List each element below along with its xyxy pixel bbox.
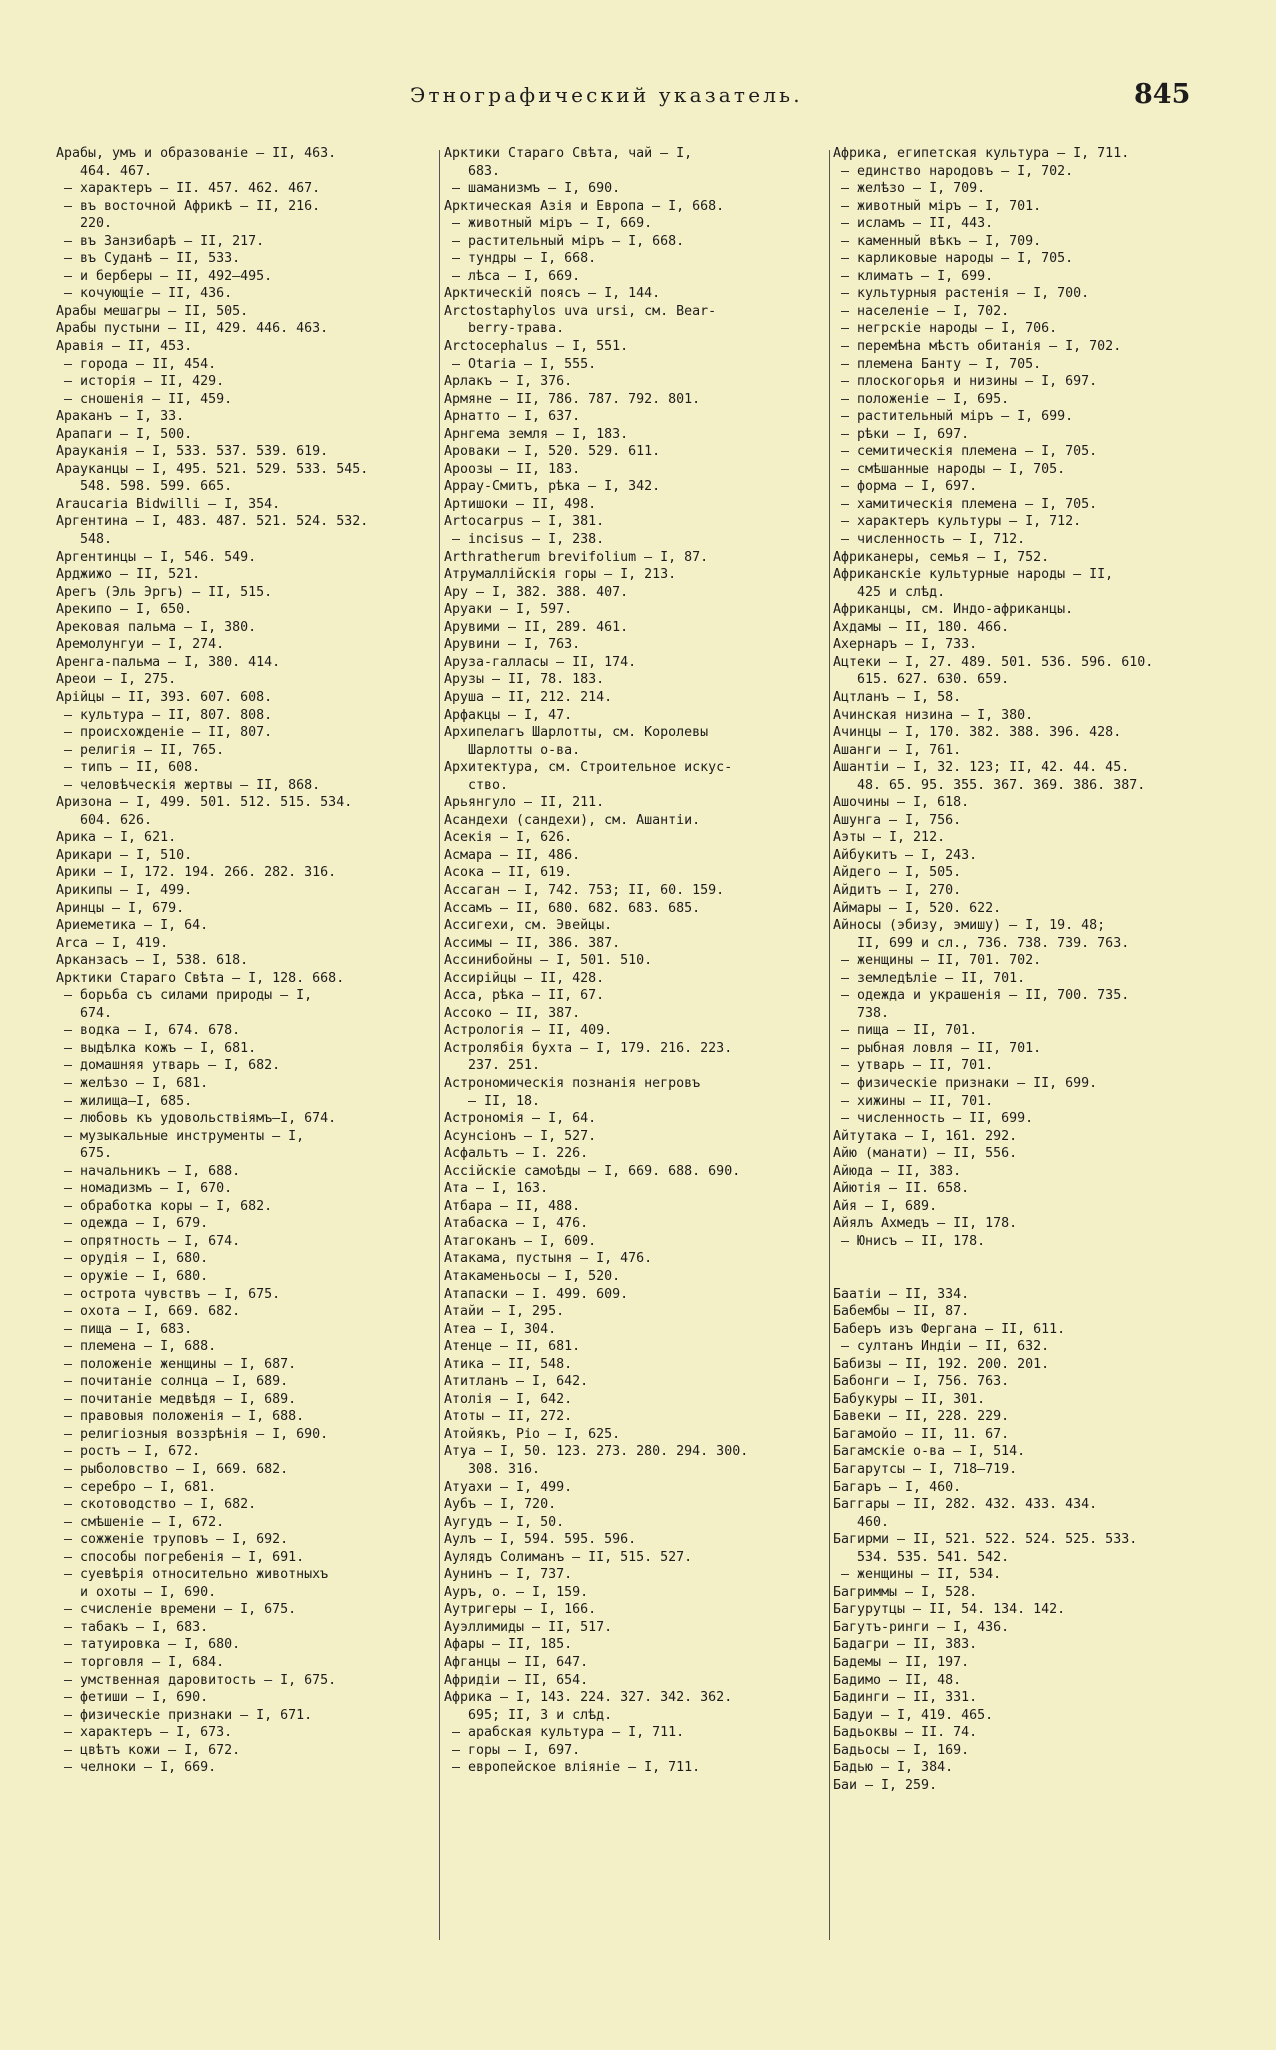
index-entry: 683. — [444, 163, 501, 179]
index-entry: Бавеки — II, 228. 229. — [833, 1409, 1010, 1425]
index-entry: Багамскіе о-ва — I, 514. — [833, 1444, 1026, 1460]
index-entry: Атапаски — I. 499. 609. — [444, 1286, 629, 1302]
index-entry: — физическіе признаки — I, 671. — [56, 1707, 313, 1723]
index-entry: Бадемы — II, 197. — [833, 1655, 970, 1671]
index-entry: Арктики Стараго Свѣта — I, 128. 668. — [56, 970, 345, 986]
index-entry: — начальникъ — I, 688. — [56, 1163, 241, 1179]
index-entry: — единство народовъ — I, 702. — [833, 163, 1074, 179]
index-entry: — положеніе женщины — I, 687. — [56, 1356, 297, 1372]
index-entry: 237. 251. — [444, 1058, 541, 1074]
index-entry: Ацтланъ — I, 58. — [833, 689, 962, 705]
index-entry: Арапаги — I, 500. — [56, 426, 193, 442]
index-entry: — перемѣна мѣстъ обитанія — I, 702. — [833, 339, 1122, 355]
column-divider — [829, 150, 830, 1940]
index-entry: Асандехи (сандехи), см. Ашантіи. — [444, 812, 701, 828]
index-entry: Арики — I, 172. 194. 266. 282. 316. — [56, 865, 337, 881]
index-entry: Атенце — II, 681. — [444, 1339, 581, 1355]
index-entry: Ашанги — I, 761. — [833, 742, 962, 758]
index-entry: Ачинцы — I, 170. 382. 388. 396. 428. — [833, 725, 1122, 741]
index-entry: Ассамъ — II, 680. 682. 683. 685. — [444, 900, 701, 916]
index-entry: — оружіе — I, 680. — [56, 1269, 209, 1284]
index-entry: — татуировка — I, 680. — [56, 1637, 241, 1653]
index-entry: Атуахи — I, 499. — [444, 1479, 573, 1495]
index-entry: 308. 316. — [444, 1462, 541, 1478]
index-entry: — въ Занзибарѣ — II, 217. — [56, 233, 265, 249]
index-entry: Арика — I, 621. — [56, 830, 177, 846]
index-entry: 738. — [833, 1005, 890, 1021]
index-entry: Атитланъ — I, 642. — [444, 1374, 589, 1390]
index-entry: — Otaria — I, 555. — [444, 356, 597, 372]
index-entry: — пища — I, 683. — [56, 1321, 193, 1337]
index-entry: Ассаган — I, 742. 753; II, 60. 159. — [444, 882, 725, 898]
index-entry: Ата — I, 163. — [444, 1181, 549, 1197]
index-entry: Арнатто — I, 637. — [444, 409, 581, 425]
index-entry: — одежда и украшенія — II, 700. 735. — [833, 988, 1130, 1004]
index-entry: — плоскогорья и низины — I, 697. — [833, 374, 1098, 390]
index-entry: Афганцы — II, 647. — [444, 1655, 589, 1671]
index-entry: — сожженіе труповъ — I, 692. — [56, 1532, 289, 1548]
index-entry: — incisus — I, 238. — [444, 532, 605, 548]
index-entry: Аубъ — I, 720. — [444, 1497, 557, 1513]
index-entry: Artocarpus — I, 381. — [444, 514, 605, 530]
index-entry: — жилища—I, 685. — [56, 1093, 193, 1109]
index-entry: 675. — [56, 1146, 113, 1162]
index-entry: Арабы мешагры — II, 505. — [56, 303, 249, 319]
index-entry: — женщины — II, 701. 702. — [833, 953, 1042, 969]
index-entry: Ахернаръ — I, 733. — [833, 637, 978, 653]
index-entry: — форма — I, 697. — [833, 479, 978, 495]
index-entry: Аргентина — I, 483. 487. 521. 524. 532. — [56, 514, 369, 530]
index-entry: 674. — [56, 1005, 113, 1021]
index-entry: Арикипы — I, 499. — [56, 882, 193, 898]
index-entry: — негрскіе народы — I, 706. — [833, 321, 1058, 337]
index-entry: — религіозныя воззрѣнія — I, 690. — [56, 1426, 329, 1442]
index-entry: — счисленіе времени — I, 675. — [56, 1602, 297, 1618]
index-entry: Ачинская низина — I, 380. — [833, 707, 1034, 723]
index-entry: Аренга-пальма — I, 380. 414. — [56, 654, 281, 670]
index-entry: Ахдамы — II, 180. 466. — [833, 619, 1010, 635]
index-entry: — правовыя положенія — I, 688. — [56, 1409, 305, 1425]
index-entry: Ашочины — I, 618. — [833, 795, 970, 811]
index-entry: — культура — II, 807. 808. — [56, 707, 273, 723]
index-entry: — тундры — I, 668. — [444, 251, 597, 267]
index-entry: и охоты — I, 690. — [56, 1584, 217, 1600]
index-entry: — желѣзо — I, 709. — [833, 181, 986, 197]
index-entry: Аравія — II, 453. — [56, 339, 193, 355]
index-entry: — серебро — I, 681. — [56, 1479, 217, 1495]
index-entry: Ассоко — II, 387. — [444, 1005, 581, 1021]
index-entry: Бадуи — I, 419. 465. — [833, 1707, 994, 1723]
index-entry: Шарлотты о-ва. — [444, 742, 581, 758]
running-title: Этнографический указатель. — [410, 83, 803, 107]
index-entry: — человѣческія жертвы — II, 868. — [56, 777, 321, 793]
index-entry: Arca — I, 419. — [56, 935, 169, 951]
index-entry: Айютія — II. 658. — [833, 1181, 970, 1197]
index-entry: Ауръ, о. — I, 159. — [444, 1584, 589, 1600]
index-entry: Айбукитъ — I, 243. — [833, 847, 978, 863]
index-entry: Ассинибойны — I, 501. 510. — [444, 953, 653, 969]
index-entry: Армяне — II, 786. 787. 792. 801. — [444, 391, 701, 407]
index-entry: — музыкальные инструменты — I, — [56, 1128, 305, 1144]
index-entry: — почитаніе медвѣдя — I, 689. — [56, 1391, 297, 1407]
index-entry: — любовь къ удовольствіямъ—I, 674. — [56, 1111, 337, 1127]
index-entry: Ашантіи — I, 32. 123; II, 42. 44. 45. — [833, 760, 1130, 776]
index-entry: — острота чувствъ — I, 675. — [56, 1286, 281, 1302]
index-entry: — племена Банту — I, 705. — [833, 356, 1042, 372]
index-entry: — II, 18. — [444, 1093, 541, 1109]
index-entry: Афары — II, 185. — [444, 1637, 573, 1653]
index-entry: Атбара — II, 488. — [444, 1198, 581, 1214]
index-entry: Аэты — I, 212. — [833, 830, 946, 846]
index-entry: Бадьоквы — II. 74. — [833, 1725, 978, 1741]
index-entry: — одежда — I, 679. — [56, 1216, 209, 1232]
index-entry: Афридіи — II, 654. — [444, 1672, 589, 1688]
index-entry: Атрумаллійскія горы — I, 213. — [444, 567, 677, 583]
index-entry: — племена — I, 688. — [56, 1339, 217, 1355]
index-entry: Атагоканъ — I, 609. — [444, 1233, 597, 1249]
index-entry: Арузы — II, 78. 183. — [444, 672, 605, 688]
index-entry: Бадимо — II, 48. — [833, 1672, 962, 1688]
index-entry: Астрономія — I, 64. — [444, 1111, 597, 1127]
index-entry: 604. 626. — [56, 812, 153, 828]
index-entry: Асмара — II, 486. — [444, 847, 581, 863]
index-entry: — земледѣліе — II, 701. — [833, 970, 1026, 986]
blank-line — [833, 1268, 1215, 1286]
index-column-1 — [56, 145, 436, 1777]
index-entry: Арьянгуло — II, 211. — [444, 795, 605, 811]
index-entry: Аутригеры — I, 166. — [444, 1602, 597, 1618]
index-entry: Ауэллимиды — II, 517. — [444, 1619, 613, 1635]
index-entry: Ашунга — I, 756. — [833, 812, 962, 828]
page-header — [0, 79, 1276, 117]
index-entry: — численность — II, 699. — [833, 1111, 1034, 1127]
blank-line — [833, 1250, 1215, 1268]
index-entry: Айдитъ — I, 270. — [833, 882, 962, 898]
index-entry: — сношенія — II, 459. — [56, 391, 233, 407]
index-entry: — суевѣрія относительно животныхъ — [56, 1567, 329, 1583]
index-entry: — культурныя растенія — I, 700. — [833, 286, 1090, 302]
index-entry: — почитаніе солнца — I, 689. — [56, 1374, 289, 1390]
index-entry: — борьба съ силами природы — I, — [56, 988, 313, 1004]
index-entry: — охота — I, 669. 682. — [56, 1304, 241, 1320]
index-entry: Аремолунгуи — I, 274. — [56, 637, 225, 653]
index-entry: Атика — II, 548. — [444, 1356, 573, 1372]
index-entry: Арктическая Азія и Европа — I, 668. — [444, 198, 725, 214]
index-entry: — положеніе — I, 695. — [833, 391, 1010, 407]
index-entry: Аугудъ — I, 50. — [444, 1514, 565, 1530]
index-entry: Arctocephalus — I, 551. — [444, 339, 629, 355]
index-entry: berry-трава. — [444, 321, 565, 337]
index-entry: — типъ — II, 608. — [56, 760, 201, 776]
index-entry: Арегъ (Эль Эргъ) — II, 515. — [56, 584, 273, 600]
index-entry: — численность — I, 712. — [833, 532, 1026, 548]
index-entry: — растительный міръ — I, 699. — [833, 409, 1074, 425]
page-number: 845 — [1134, 79, 1191, 110]
index-entry: — населеніе — I, 702. — [833, 303, 1010, 319]
index-entry: Багамойо — II, 11. 67. — [833, 1426, 1010, 1442]
column-divider — [439, 150, 440, 1940]
index-entry: — хамитическія племена — I, 705. — [833, 496, 1098, 512]
index-entry: Аймары — I, 520. 622. — [833, 900, 1002, 916]
index-entry: Архитектура, см. Строительное искус- — [444, 760, 733, 776]
index-entry: Ассигехи, см. Эвейцы. — [444, 918, 613, 934]
index-entry: Атеа — I, 304. — [444, 1321, 557, 1337]
index-entry: — ростъ — I, 672. — [56, 1444, 201, 1460]
index-entry: Аунинъ — I, 737. — [444, 1567, 573, 1583]
index-entry: ство. — [444, 777, 509, 793]
index-entry: Арауканія — I, 533. 537. 539. 619. — [56, 444, 329, 460]
index-entry: Бадьосы — I, 169. — [833, 1742, 970, 1758]
index-entry: Ару — I, 382. 388. 407. — [444, 584, 629, 600]
index-entry: Аруза-галласы — II, 174. — [444, 654, 637, 670]
index-entry: 615. 627. 630. 659. — [833, 672, 1010, 688]
index-entry: 534. 535. 541. 542. — [833, 1549, 1010, 1565]
index-entry: Бадагри — II, 383. — [833, 1637, 978, 1653]
index-entry: — характеръ культуры — I, 712. — [833, 514, 1082, 530]
index-entry: — лѣса — I, 669. — [444, 268, 581, 284]
index-entry: Ассимы — II, 386. 387. — [444, 935, 621, 951]
index-entry: Африка, египетская культура — I, 711. — [833, 146, 1130, 161]
index-entry: Арауканцы — I, 495. 521. 529. 533. 545. — [56, 461, 369, 477]
index-entry: Арабы, умъ и образованіе — II, 463. — [56, 146, 337, 161]
index-entry: Бадинги — II, 331. — [833, 1690, 978, 1706]
index-entry: Баггары — II, 282. 432. 433. 434. — [833, 1497, 1098, 1513]
index-entry: Аруша — II, 212. 214. — [444, 689, 613, 705]
index-entry: Арувини — I, 763. — [444, 637, 581, 653]
index-entry: Арктическій поясъ — I, 144. — [444, 286, 661, 302]
index-entry: — Юнисъ — II, 178. — [833, 1233, 986, 1249]
index-entry: — смѣшанные народы — I, 705. — [833, 461, 1066, 477]
index-entry: Айя — I, 689. — [833, 1198, 938, 1214]
index-entry: Асфальтъ — I. 226. — [444, 1146, 589, 1162]
index-entry: — султанъ Индіи — II, 632. — [833, 1339, 1050, 1355]
index-entry: Атолія — I, 642. — [444, 1391, 573, 1407]
index-entry: Арекипо — I, 650. — [56, 602, 193, 618]
index-entry: — орудія — I, 680. — [56, 1251, 209, 1267]
index-entry: 548. 598. 599. 665. — [56, 479, 233, 495]
index-entry: Багурутцы — II, 54. 134. 142. — [833, 1602, 1066, 1618]
index-entry: — фетиши — I, 690. — [56, 1690, 209, 1706]
index-entry: Арджижо — II, 521. — [56, 567, 201, 583]
index-entry: — водка — I, 674. 678. — [56, 1023, 241, 1039]
index-entry: — умственная даровитость — I, 675. — [56, 1672, 337, 1688]
index-entry: — кочующіе — II, 436. — [56, 286, 233, 302]
index-entry: Ароваки — I, 520. 529. 611. — [444, 444, 661, 460]
index-entry: — табакъ — I, 683. — [56, 1619, 209, 1635]
index-entry: — шаманизмъ — I, 690. — [444, 181, 621, 197]
index-entry: Багриммы — I, 528. — [833, 1584, 978, 1600]
index-entry: Араканъ — I, 33. — [56, 409, 185, 425]
index-entry: Атакама, пустыня — I, 476. — [444, 1251, 653, 1267]
index-entry: Арувими — II, 289. 461. — [444, 619, 629, 635]
index-entry: 460. — [833, 1514, 890, 1530]
index-entry: Африканеры, семья — I, 752. — [833, 549, 1050, 565]
index-entry: Ароозы — II, 183. — [444, 461, 581, 477]
index-entry: — хижины — II, 701. — [833, 1093, 994, 1109]
index-entry: Багирми — II, 521. 522. 524. 525. 533. — [833, 1532, 1138, 1548]
index-entry: Ассійскіе самоѣды — I, 669. 688. 690. — [444, 1163, 741, 1179]
index-entry: — происхожденіе — II, 807. — [56, 725, 273, 741]
index-entry: — номадизмъ — I, 670. — [56, 1181, 233, 1197]
index-entry: Arthratherum brevifolium — I, 87. — [444, 549, 709, 565]
index-entry: Артишоки — II, 498. — [444, 496, 597, 512]
index-entry: Астролябія бухта — I, 179. 216. 223. — [444, 1040, 733, 1056]
index-entry: Аринцы — I, 679. — [56, 900, 185, 916]
index-entry: Баберъ изъ Фергана — II, 611. — [833, 1321, 1066, 1337]
index-entry: Арнгема земля — I, 183. — [444, 426, 629, 442]
index-entry: Аруаки — I, 597. — [444, 602, 573, 618]
index-entry: — домашняя утварь — I, 682. — [56, 1058, 281, 1074]
index-entry: Архипелагъ Шарлотты, см. Королевы — [444, 725, 709, 741]
index-entry: Ацтеки — I, 27. 489. 501. 536. 596. 610. — [833, 654, 1154, 670]
index-entry: II, 699 и сл., 736. 738. 739. 763. — [833, 935, 1130, 951]
index-entry: Айю (манати) — II, 556. — [833, 1146, 1018, 1162]
index-entry: Астрономическія познанія негровъ — [444, 1075, 701, 1091]
index-entry: 548. — [56, 532, 113, 548]
index-entry: — обработка коры — I, 682. — [56, 1198, 273, 1214]
index-entry: Айносы (эбизу, эмишу) — I, 19. 48; — [833, 918, 1106, 934]
index-entry: Астрологія — II, 409. — [444, 1023, 613, 1039]
index-entry: Асока — II, 619. — [444, 865, 573, 881]
index-entry: Аулъ — I, 594. 595. 596. — [444, 1532, 637, 1548]
index-entry: Бадью — I, 384. — [833, 1760, 954, 1776]
index-entry: — каменный вѣкъ — I, 709. — [833, 233, 1042, 249]
index-entry: Африканцы, см. Индо-африканцы. — [833, 602, 1074, 618]
index-column-3 — [833, 145, 1215, 1794]
index-entry: — растительный міръ — I, 668. — [444, 233, 685, 249]
index-entry: Ариеметика — I, 64. — [56, 918, 209, 934]
index-entry: Araucaria Bidwilli — I, 354. — [56, 496, 281, 512]
index-entry: Асунсіонъ — I, 527. — [444, 1128, 597, 1144]
index-entry: — карликовые народы — I, 705. — [833, 251, 1074, 267]
index-entry: — рѣки — I, 697. — [833, 426, 970, 442]
index-entry: — климатъ — I, 699. — [833, 268, 994, 284]
index-entry: — характеръ — II. 457. 462. 467. — [56, 181, 321, 197]
index-entry: Атуа — I, 50. 123. 273. 280. 294. 300. — [444, 1444, 749, 1460]
index-entry: Бабукуры — II, 301. — [833, 1391, 986, 1407]
index-entry: Багутъ-ринги — I, 436. — [833, 1619, 1010, 1635]
index-entry: Африканскіе культурные народы — II, — [833, 567, 1114, 583]
index-entry: — и берберы — II, 492—495. — [56, 268, 273, 284]
index-entry: 220. — [56, 216, 113, 232]
index-entry: — въ восточной Африкѣ — II, 216. — [56, 198, 321, 214]
index-entry: Баатіи — II, 334. — [833, 1286, 970, 1302]
index-entry: — исторія — II, 429. — [56, 374, 225, 390]
index-entry: — способы погребенія — I, 691. — [56, 1549, 305, 1565]
index-entry: — рыболовство — I, 669. 682. — [56, 1462, 289, 1478]
index-entry: — женщины — II, 534. — [833, 1567, 1002, 1583]
index-entry: Баи — I, 259. — [833, 1777, 938, 1793]
index-entry: — торговля — I, 684. — [56, 1655, 225, 1671]
index-entry: — исламъ — II, 443. — [833, 216, 994, 232]
index-entry: Багаръ — I, 460. — [833, 1479, 962, 1495]
index-entry: Айдего — I, 505. — [833, 865, 962, 881]
index-entry: Асса, рѣка — II, 67. — [444, 988, 605, 1004]
index-entry: Айялъ Ахмедъ — II, 178. — [833, 1216, 1018, 1232]
index-entry: — въ Суданѣ — II, 533. — [56, 251, 241, 267]
index-entry: — рыбная ловля — II, 701. — [833, 1040, 1042, 1056]
index-entry: Атайи — I, 295. — [444, 1304, 565, 1320]
index-entry: — опрятность — I, 674. — [56, 1233, 241, 1249]
index-entry: — животный міръ — I, 669. — [444, 216, 653, 232]
index-entry: Арійцы — II, 393. 607. 608. — [56, 689, 273, 705]
index-entry: Арикари — I, 510. — [56, 847, 193, 863]
index-entry: Аргентинцы — I, 546. 549. — [56, 549, 257, 565]
index-entry: Атоты — II, 272. — [444, 1409, 573, 1425]
index-entry: Аризона — I, 499. 501. 512. 515. 534. — [56, 795, 353, 811]
index-entry: Атабаска — I, 476. — [444, 1216, 589, 1232]
index-entry: — религія — II, 765. — [56, 742, 225, 758]
index-entry: — смѣшеніе — I, 672. — [56, 1514, 225, 1530]
index-entry: 464. 467. — [56, 163, 153, 179]
index-entry: Арабы пустыни — II, 429. 446. 463. — [56, 321, 329, 337]
index-entry: Арлакъ — I, 376. — [444, 374, 573, 390]
index-entry: — физическіе признаки — II, 699. — [833, 1075, 1098, 1091]
index-entry: Африка — I, 143. 224. 327. 342. 362. — [444, 1690, 733, 1706]
index-entry: — желѣзо — I, 681. — [56, 1075, 209, 1091]
index-entry: — животный міръ — I, 701. — [833, 198, 1042, 214]
index-column-2 — [444, 145, 824, 1777]
index-entry: — семитическія племена — I, 705. — [833, 444, 1098, 460]
index-entry: — города — II, 454. — [56, 356, 217, 372]
index-entry: Арфакцы — I, 47. — [444, 707, 573, 723]
index-entry: Багарутсы — I, 718—719. — [833, 1462, 1018, 1478]
index-entry: Атойякъ, Ріо — I, 625. — [444, 1426, 621, 1442]
index-entry: Бабембы — II, 87. — [833, 1304, 970, 1320]
index-entry: Аулядъ Солиманъ — II, 515. 527. — [444, 1549, 693, 1565]
index-entry: Асекія — I, 626. — [444, 830, 573, 846]
index-entry: Арктики Стараго Свѣта, чай — I, — [444, 146, 693, 161]
index-entry: — выдѣлка кожъ — I, 681. — [56, 1040, 257, 1056]
index-entry: Бабонги — I, 756. 763. — [833, 1374, 1010, 1390]
index-entry: — европейское вліяніе — I, 711. — [444, 1760, 701, 1776]
index-entry: — скотоводство — I, 682. — [56, 1497, 257, 1513]
index-entry: — пища — II, 701. — [833, 1023, 978, 1039]
index-entry: Arctostaphylos uva ursi, см. Bear- — [444, 303, 717, 319]
index-entry: Арековая пальма — I, 380. — [56, 619, 257, 635]
index-entry: — челноки — I, 669. — [56, 1760, 217, 1776]
index-entry: Ареои — I, 275. — [56, 672, 177, 688]
index-entry: — характеръ — I, 673. — [56, 1725, 233, 1741]
index-entry: Айюда — II, 383. — [833, 1163, 962, 1179]
index-entry: Арканзасъ — I, 538. 618. — [56, 953, 249, 969]
index-entry: Ассирійцы — II, 428. — [444, 970, 605, 986]
index-entry: 425 и слѣд. — [833, 584, 946, 600]
index-entry: 48. 65. 95. 355. 367. 369. 386. 387. — [833, 777, 1146, 793]
index-entry: — цвѣтъ кожи — I, 672. — [56, 1742, 241, 1758]
index-entry: — утварь — II, 701. — [833, 1058, 994, 1074]
index-entry: Айтутака — I, 161. 292. — [833, 1128, 1018, 1144]
index-entry: — арабская культура — I, 711. — [444, 1725, 685, 1741]
index-entry: — горы — I, 697. — [444, 1742, 581, 1758]
index-entry: Бабизы — II, 192. 200. 201. — [833, 1356, 1050, 1372]
index-entry: Арраy-Смитъ, рѣка — I, 342. — [444, 479, 661, 495]
index-entry: 695; II, 3 и слѣд. — [444, 1707, 613, 1723]
index-entry: Атакаменьосы — I, 520. — [444, 1269, 621, 1284]
